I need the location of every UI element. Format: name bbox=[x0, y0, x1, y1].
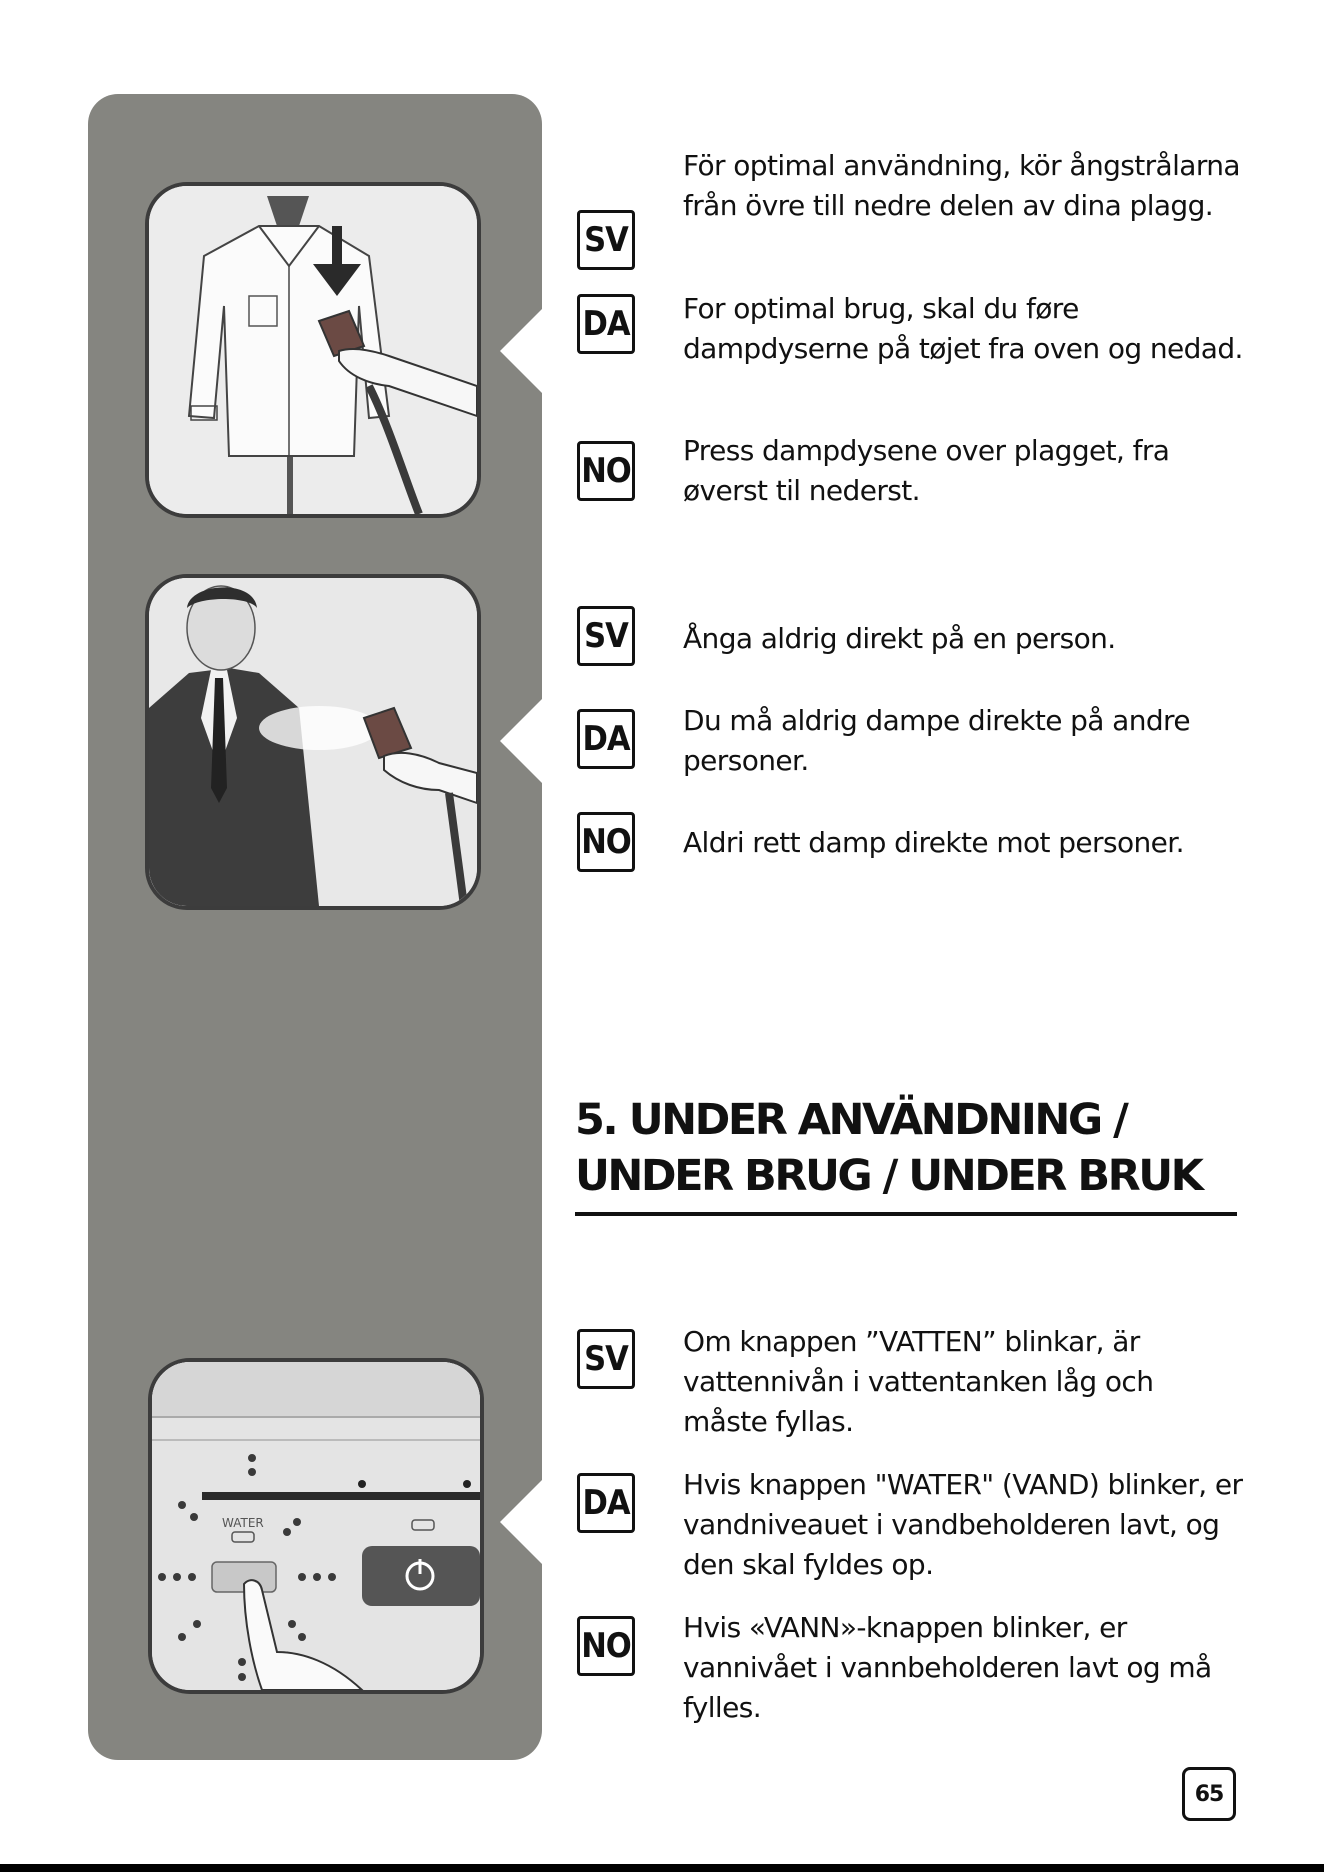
warning-text-no: Aldri rett damp direkte mot personer. bbox=[683, 826, 1184, 859]
power-icon bbox=[362, 1546, 480, 1606]
pointer-notch bbox=[500, 309, 542, 393]
water-button-illustration bbox=[148, 1358, 484, 1694]
language-badge-da: DA bbox=[577, 1473, 635, 1533]
instruction-text-sv: För optimal användning, kör ångstrålarna från övre till nedre delen av dina plagg. bbox=[683, 149, 1240, 222]
language-badge-no: NO bbox=[577, 812, 635, 872]
language-badge-no: NO bbox=[577, 1616, 635, 1676]
water-text-da: Hvis knappen "WATER" (VAND) blinker, er vandniveauet i vandbeholderen lavt, og den skal fyldes op. bbox=[683, 1468, 1243, 1581]
language-badge-da: DA bbox=[577, 709, 635, 769]
svg-text:WATER: WATER bbox=[222, 1516, 264, 1530]
language-badge-sv: SV bbox=[577, 1329, 635, 1389]
warning-text-da: Du må aldrig dampe direkte på andre personer. bbox=[683, 704, 1190, 777]
section-heading: 5. UNDER ANVÄNDNING / UNDER BRUG / UNDER BRUK bbox=[575, 1095, 1202, 1201]
page-number: 65 bbox=[1182, 1767, 1236, 1821]
language-badge-no: NO bbox=[577, 441, 635, 501]
pointer-notch bbox=[500, 699, 542, 783]
page-bottom-border bbox=[0, 1864, 1324, 1872]
instruction-text-no: Press dampdysene over plagget, fra øverst til nederst. bbox=[683, 434, 1170, 507]
pointer-notch bbox=[500, 1480, 542, 1564]
warning-text-sv: Ånga aldrig direkt på en person. bbox=[683, 622, 1116, 655]
heading-rule bbox=[575, 1212, 1237, 1216]
water-text-sv: Om knappen ”VATTEN” blinkar, är vattennivån i vattentanken låg och måste fyllas. bbox=[683, 1325, 1154, 1438]
language-badge-da: DA bbox=[577, 294, 635, 354]
language-badge-sv: SV bbox=[577, 210, 635, 270]
instruction-text-da: For optimal brug, skal du føre dampdyserne på tøjet fra oven og nedad. bbox=[683, 292, 1243, 365]
shirt-steaming-illustration bbox=[145, 182, 481, 518]
water-text-no: Hvis «VANN»-knappen blinker, er vannivået i vannbeholderen lavt og må fylles. bbox=[683, 1611, 1212, 1724]
person-steam-warning-illustration bbox=[145, 574, 481, 910]
language-badge-sv: SV bbox=[577, 606, 635, 666]
